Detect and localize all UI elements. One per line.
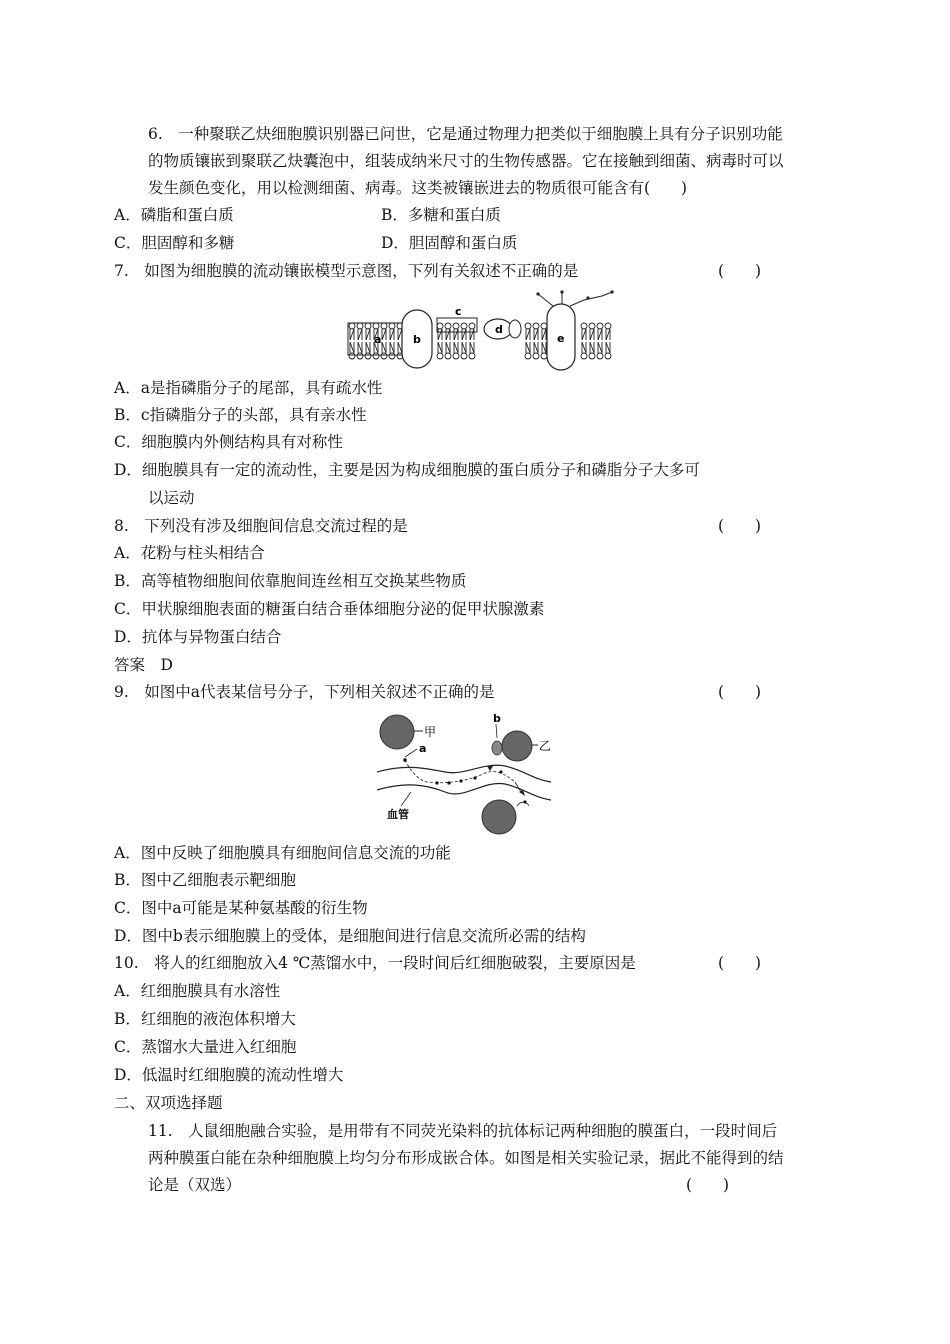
q6-option-c: C．胆固醇和多糖 (114, 234, 235, 252)
cell-jia (380, 715, 414, 749)
phospholipid-head (605, 353, 611, 359)
label-b: b (493, 712, 501, 725)
phospholipid-head (533, 353, 539, 359)
q10-answer-paren: ( ) (718, 954, 762, 972)
label-a: a (419, 742, 427, 755)
phospholipid-tail (446, 342, 450, 353)
q10-option-c: C．蒸馏水大量进入红细胞 (114, 1038, 297, 1056)
label-b: b (413, 333, 421, 346)
q6-stem-line2: 的物质镶嵌到聚联乙炔囊泡中，组装成纳米尺寸的生物传感器。它在接触到细菌、病毒时可以 (148, 152, 784, 170)
phospholipid-tail (598, 329, 602, 340)
q11-answer-paren: ( ) (686, 1176, 730, 1194)
phospholipid-head (373, 353, 379, 359)
phospholipid-tail (582, 342, 586, 353)
phospholipid-head (381, 323, 387, 329)
phospholipid-tail (390, 342, 394, 353)
phospholipid-tail (542, 329, 546, 340)
q8-option-b: B．高等植物细胞间依靠胞间连丝相互交换某些物质 (114, 572, 467, 590)
phospholipid-head (373, 323, 379, 329)
phospholipid-tail (606, 329, 610, 340)
phospholipid-tail (382, 342, 386, 353)
phospholipid-head (589, 323, 595, 329)
q8-answer-paren: ( ) (718, 517, 762, 535)
phospholipid-head (533, 323, 539, 329)
phospholipid-tail (590, 342, 594, 353)
q11-stem-line3: 论是（双选） (148, 1176, 242, 1194)
label-e: e (557, 332, 565, 345)
label-yi: 乙 (539, 739, 552, 753)
phospholipid-head (589, 353, 595, 359)
phospholipid-head (437, 353, 443, 359)
q7-option-c: C．细胞膜内外侧结构具有对称性 (114, 433, 343, 451)
q11-stem-line2: 两种膜蛋白能在杂种细胞膜上均匀分布形成嵌合体。如图是相关实验记录，据此不能得到的结 (148, 1149, 784, 1167)
phospholipid-head (389, 323, 395, 329)
q7-option-d-line2: 以运动 (148, 489, 195, 507)
phospholipid-tail (526, 342, 530, 353)
phospholipid-head (597, 323, 603, 329)
phospholipid-tail (398, 342, 402, 353)
q9-stem: 9. 如图中a代表某信号分子，下列相关叙述不正确的是 (114, 683, 495, 701)
label-a: a (374, 333, 382, 346)
q7-option-b: B．c指磷脂分子的头部，具有亲水性 (114, 406, 367, 424)
phospholipid-tail (470, 329, 474, 340)
sugar-chain-1 (538, 294, 553, 306)
cell-yi (502, 731, 532, 761)
phospholipid-head (349, 353, 355, 359)
q10-option-a: A．红细胞膜具有水溶性 (114, 982, 281, 1000)
phospholipid-head (597, 353, 603, 359)
q9-answer-paren: ( ) (718, 683, 762, 701)
receptor-b (492, 741, 502, 755)
phospholipid-tail (438, 329, 442, 340)
phospholipid-tail (350, 329, 354, 340)
q10-stem: 10. 将人的红细胞放入4 ℃蒸馏水中，一段时间后红细胞破裂，主要原因是 (114, 954, 636, 972)
q11-stem-line1: 11. 人鼠细胞融合实验，是用带有不同荧光染料的抗体标记两种细胞的膜蛋白，一段时间后 (148, 1122, 778, 1140)
phospholipid-tail (382, 329, 386, 340)
phospholipid-tail (534, 329, 538, 340)
phospholipid-tail (398, 329, 402, 340)
q6-stem-line3: 发生颜色变化，用以检测细菌、病毒。这类被镶嵌进去的物质很可能含有( ) (148, 179, 688, 197)
q8-option-c: C．甲状腺细胞表面的糖蛋白结合垂体细胞分泌的促甲状腺激素 (114, 600, 545, 618)
phospholipid-tail (446, 329, 450, 340)
phospholipid-tail (598, 342, 602, 353)
phospholipid-tail (582, 329, 586, 340)
q7-option-d-line1: D．细胞膜具有一定的流动性，主要是因为构成细胞膜的蛋白质分子和磷脂分子大多可 (114, 461, 700, 479)
q6-stem-line1: 6. 一种聚联乙炔细胞膜识别器已问世，它是通过物理力把类似于细胞膜上具有分子识别功能 (148, 125, 783, 143)
phospholipid-tail (350, 342, 354, 353)
phospholipid-head (389, 353, 395, 359)
phospholipid-head (357, 323, 363, 329)
phospholipid-head (605, 323, 611, 329)
phospholipid-head (525, 353, 531, 359)
q6-option-a: A．磷脂和蛋白质 (114, 206, 234, 224)
phospholipid-head (541, 323, 547, 329)
phospholipid-tail (454, 342, 458, 353)
phospholipid-tail (358, 329, 362, 340)
label-jia: 甲 (424, 725, 437, 739)
q9-option-a: A．图中反映了细胞膜具有细胞间信息交流的功能 (114, 844, 451, 862)
phospholipid-head (541, 353, 547, 359)
q9-option-b: B．图中乙细胞表示靶细胞 (114, 871, 296, 889)
sugar-chain-3 (570, 292, 612, 306)
phospholipid-head (365, 323, 371, 329)
section-heading: 二、双项选择题 (114, 1094, 223, 1112)
phospholipid-tail (590, 329, 594, 340)
q6-option-b: B．多糖和蛋白质 (381, 206, 501, 224)
phospholipid-head (461, 323, 467, 329)
phospholipid-head (453, 353, 459, 359)
phospholipid-head (365, 353, 371, 359)
phospholipid-tail (470, 342, 474, 353)
protein-d-small (509, 320, 521, 338)
q8-answer: 答案 D (114, 656, 173, 674)
q8-option-d: D．抗体与异物蛋白结合 (114, 628, 282, 646)
phospholipid-head (581, 353, 587, 359)
label-d: d (495, 323, 503, 336)
q7-stem: 7. 如图为细胞膜的流动镶嵌模型示意图，下列有关叙述不正确的是 (114, 262, 579, 280)
phospholipid-tail (462, 329, 466, 340)
membrane-model-figure (340, 290, 620, 372)
q7-option-a: A．a是指磷脂分子的尾部，具有疏水性 (114, 379, 383, 397)
phospholipid-tail (526, 329, 530, 340)
q9-option-d: D．图中b表示细胞膜上的受体，是细胞间进行信息交流所必需的结构 (114, 927, 586, 945)
phospholipid-tail (462, 342, 466, 353)
phospholipid-head (469, 353, 475, 359)
phospholipid-head (381, 353, 387, 359)
q10-option-d: D．低温时红细胞膜的流动性增大 (114, 1066, 344, 1084)
q8-stem: 8. 下列没有涉及细胞间信息交流过程的是 (114, 517, 408, 535)
phospholipid-tail (534, 342, 538, 353)
label-c: c (455, 305, 462, 318)
phospholipid-tail (366, 342, 370, 353)
cell-bottom (482, 800, 516, 834)
signal-molecule-figure (365, 710, 565, 838)
q6-option-d: D．胆固醇和蛋白质 (381, 234, 518, 252)
q8-option-a: A．花粉与柱头相结合 (114, 544, 265, 562)
phospholipid-head (453, 323, 459, 329)
vessel-wall-upper (377, 765, 551, 782)
q10-option-b: B．红细胞的液泡体积增大 (114, 1010, 296, 1028)
phospholipid-head (469, 323, 475, 329)
phospholipid-tail (358, 342, 362, 353)
phospholipid-head (581, 323, 587, 329)
phospholipid-tail (390, 329, 394, 340)
phospholipid-head (525, 323, 531, 329)
phospholipid-tail (366, 329, 370, 340)
phospholipid-tail (542, 342, 546, 353)
vessel-wall-lower (377, 783, 551, 800)
phospholipid-head (445, 323, 451, 329)
phospholipid-tail (438, 342, 442, 353)
phospholipid-tail (606, 342, 610, 353)
q7-answer-paren: ( ) (718, 262, 762, 280)
phospholipid-tail (454, 329, 458, 340)
phospholipid-head (445, 353, 451, 359)
q9-option-c: C．图中a可能是某种氨基酸的衍生物 (114, 899, 368, 917)
phospholipid-head (349, 323, 355, 329)
phospholipid-head (357, 353, 363, 359)
phospholipid-head (437, 323, 443, 329)
phospholipid-head (461, 353, 467, 359)
label-vessel: 血管 (387, 808, 409, 821)
